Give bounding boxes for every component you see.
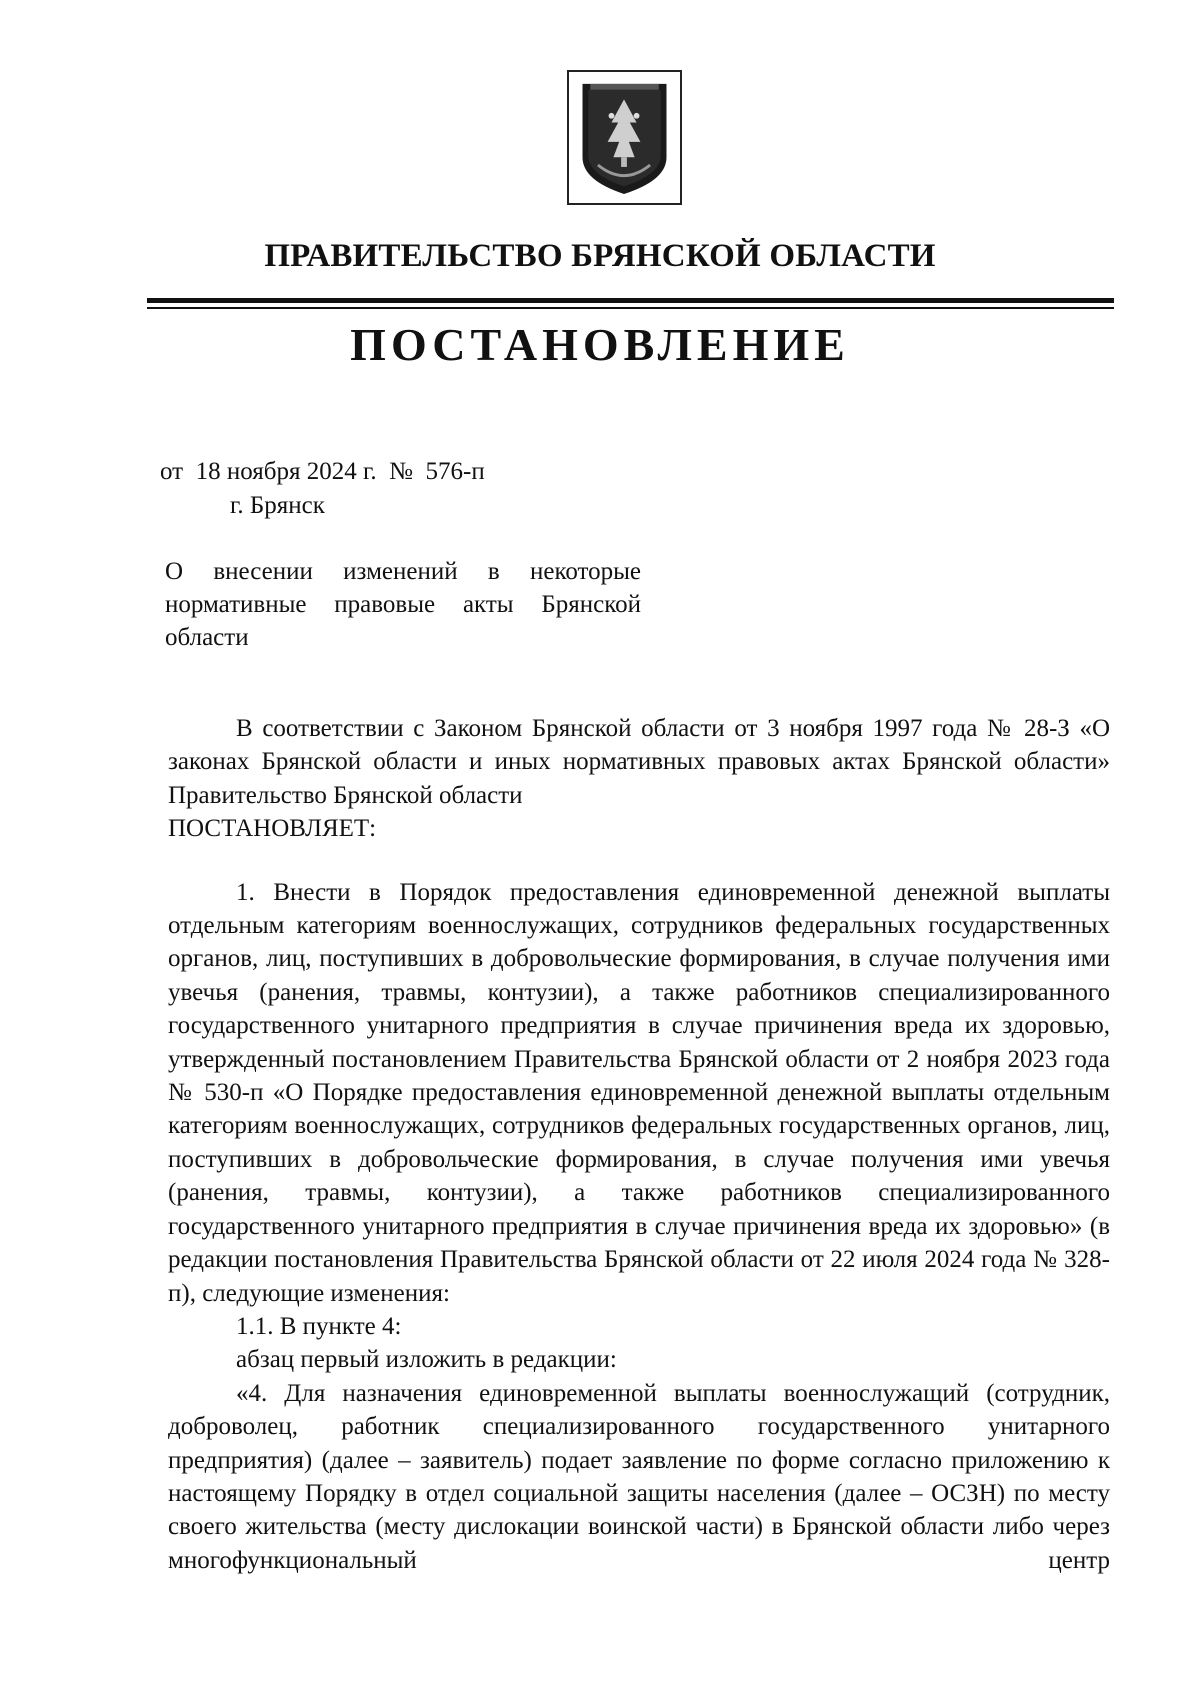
- date-number-line: от 18 ноября 2024 г. № 576-п: [160, 458, 485, 485]
- preamble-paragraph: В соответствии с Законом Брянской области от 3 ноября 1997 года № 28-З «О законах Брянской области и иных нормативных правовых актах Брянской области» Правительство Брянской области: [168, 715, 1110, 809]
- city-line: г. Брянск: [230, 492, 325, 519]
- item-4-paragraph: «4. Для назначения единовременной выплаты военнослужащий (сотрудник, доброволец, работник специализированного государственного унитарного предприятия) (далее – заявитель) подает заявление по форме согласно приложению к настоящему Порядку в отдел социальной защиты населения (далее – ОСЗН) по месту своего жительства (месту дислокации воинской части) в Брянской области либо через многофункциональный центр: [168, 1379, 1110, 1574]
- organization-title: ПРАВИТЕЛЬСТВО БРЯНСКОЙ ОБЛАСТИ: [264, 238, 936, 274]
- document-subject: [165, 555, 641, 654]
- coat-of-arms-icon: [567, 70, 682, 205]
- spacer: [168, 846, 1110, 876]
- item-1-paragraph: 1. Внести в Порядок предоставления единовременной денежной выплаты отдельным категориям военнослужащих, сотрудников федеральных государственных органов, лиц, поступивших в добровольческие формирования, в случае получения ими увечья (ранения, травмы, контузии), а также работников специализированного государственного унитарного предприятия в случае причинения вреда их здоровью, утвержденный постановлением Правительства Брянской области от 2 ноября 2023 года № 530-п «О Порядке предоставления единовременной денежной выплаты отдельным категориям военнослужащих, сотрудников федеральных государственных органов, лиц, поступивших в добровольческие формирования, в случае получения ими увечья (ранения, травмы, контузии), а также работников специализированного государственного унитарного предприятия в случае причинения вреда их здоровью» (в редакции постановления Правительства Брянской области от 22 июля 2024 года № 328-п), следующие изменения:: [168, 878, 1110, 1307]
- header-rule-thin: [147, 307, 1114, 309]
- document-type-title: ПОСТАНОВЛЕНИЕ: [350, 319, 850, 370]
- document-body: [168, 712, 1110, 1577]
- subject-line-1: О внесении изменений в некоторые: [165, 558, 641, 585]
- subject-line-3: области: [165, 624, 249, 651]
- decree-word: ПОСТАНОВЛЯЕТ:: [168, 815, 377, 843]
- item-1-1-instruction: абзац первый изложить в редакции:: [236, 1346, 617, 1374]
- item-1-1-heading: 1.1. В пункте 4:: [236, 1312, 402, 1340]
- subject-line-2: нормативные правовые акты Брянской: [165, 591, 641, 618]
- header-rule-thick: [147, 298, 1114, 303]
